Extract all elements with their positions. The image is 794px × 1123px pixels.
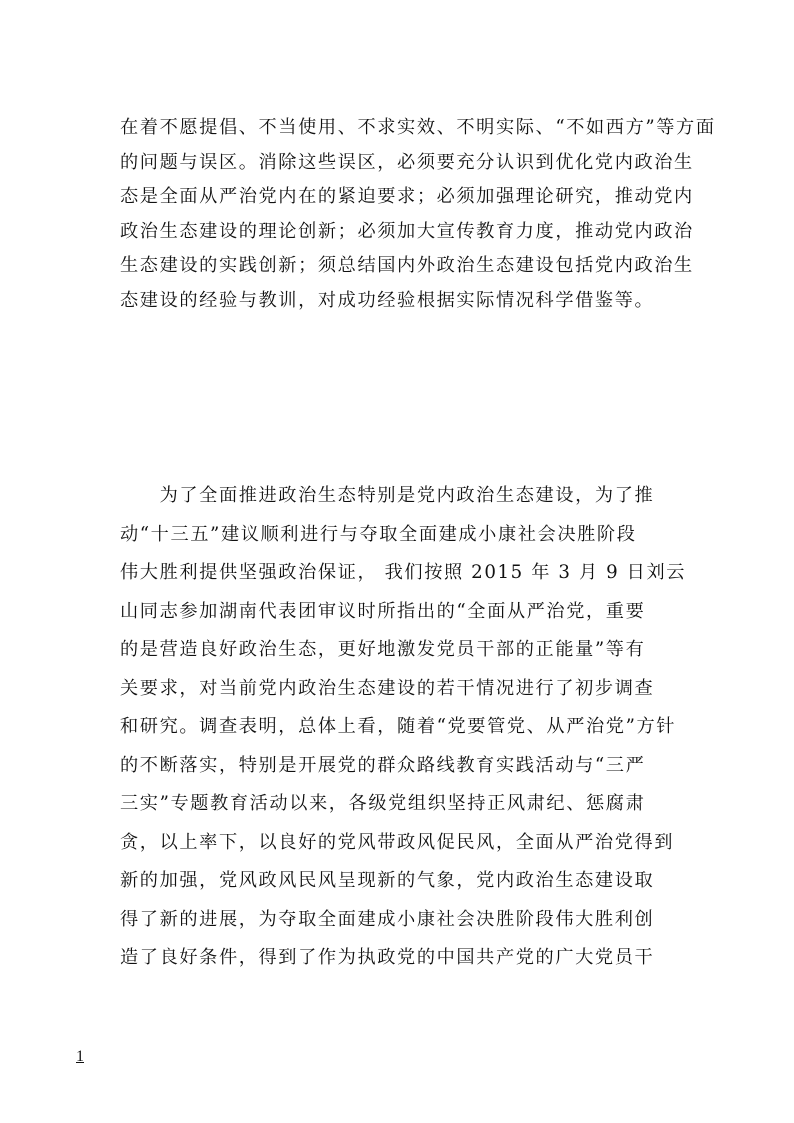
text-line: 和研究。调查表明，总体上看，随着“党要管党、从严治党”方针 bbox=[120, 716, 677, 737]
text-line: 生态建设的实践创新；须总结国内外政治生态建设包括党内政治生 bbox=[120, 255, 694, 276]
text-line: 三实”专题教育活动以来，各级党组织坚持正风肃纪、惩腐肃 bbox=[120, 793, 646, 814]
text-line: 造了良好条件，得到了作为执政党的中国共产党的广大党员干 bbox=[120, 947, 655, 968]
text-line: 的是营造良好政治生态，更好地激发党员干部的正能量”等有 bbox=[120, 639, 646, 660]
text-line: 伟大胜利提供坚强政治保证， 我们按照 2015 年 3 月 9 日刘云 bbox=[120, 562, 687, 583]
text-line: 为了全面推进政治生态特别是党内政治生态建设，为了推 bbox=[120, 485, 655, 506]
text-line: 的问题与误区。消除这些误区，必须要充分认识到优化党内政治生 bbox=[120, 151, 694, 173]
text-line: 贪，以上率下，以良好的党风带政风促民风，全面从严治党得到 bbox=[120, 831, 675, 853]
body-paragraph bbox=[120, 482, 692, 983]
abstract-paragraph bbox=[120, 114, 716, 321]
text-line: 态建设的经验与教训，对成功经验根据实际情况科学借鉴等。 bbox=[120, 289, 655, 311]
text-line: 态是全面从严治党内在的紧迫要求；必须加强理论研究，推动党内 bbox=[120, 186, 694, 207]
text-line: 动“十三五”建议顺利进行与夺取全面建成小康社会决胜阶段 bbox=[120, 523, 637, 545]
text-line: 山同志参加湖南代表团审议时所指出的“全面从严治党，重要 bbox=[120, 600, 646, 622]
text-line: 得了新的进展，为夺取全面建成小康社会决胜阶段伟大胜利创 bbox=[120, 908, 655, 930]
text-line: 在着不愿提倡、不当使用、不求实效、不明实际、“不如西方”等方面 bbox=[120, 117, 716, 138]
text-line: 政治生态建设的理论创新；必须加大宣传教育力度，推动党内政治 bbox=[120, 220, 694, 242]
text-line: 关要求，对当前党内政治生态建设的若干情况进行了初步调查 bbox=[120, 677, 655, 699]
page-number: 1 bbox=[76, 1048, 84, 1065]
text-line: 的不断落实，特别是开展党的群众路线教育实践活动与“三严 bbox=[120, 754, 646, 776]
text-line: 新的加强，党风政风民风呈现新的气象，党内政治生态建设取 bbox=[120, 870, 655, 891]
